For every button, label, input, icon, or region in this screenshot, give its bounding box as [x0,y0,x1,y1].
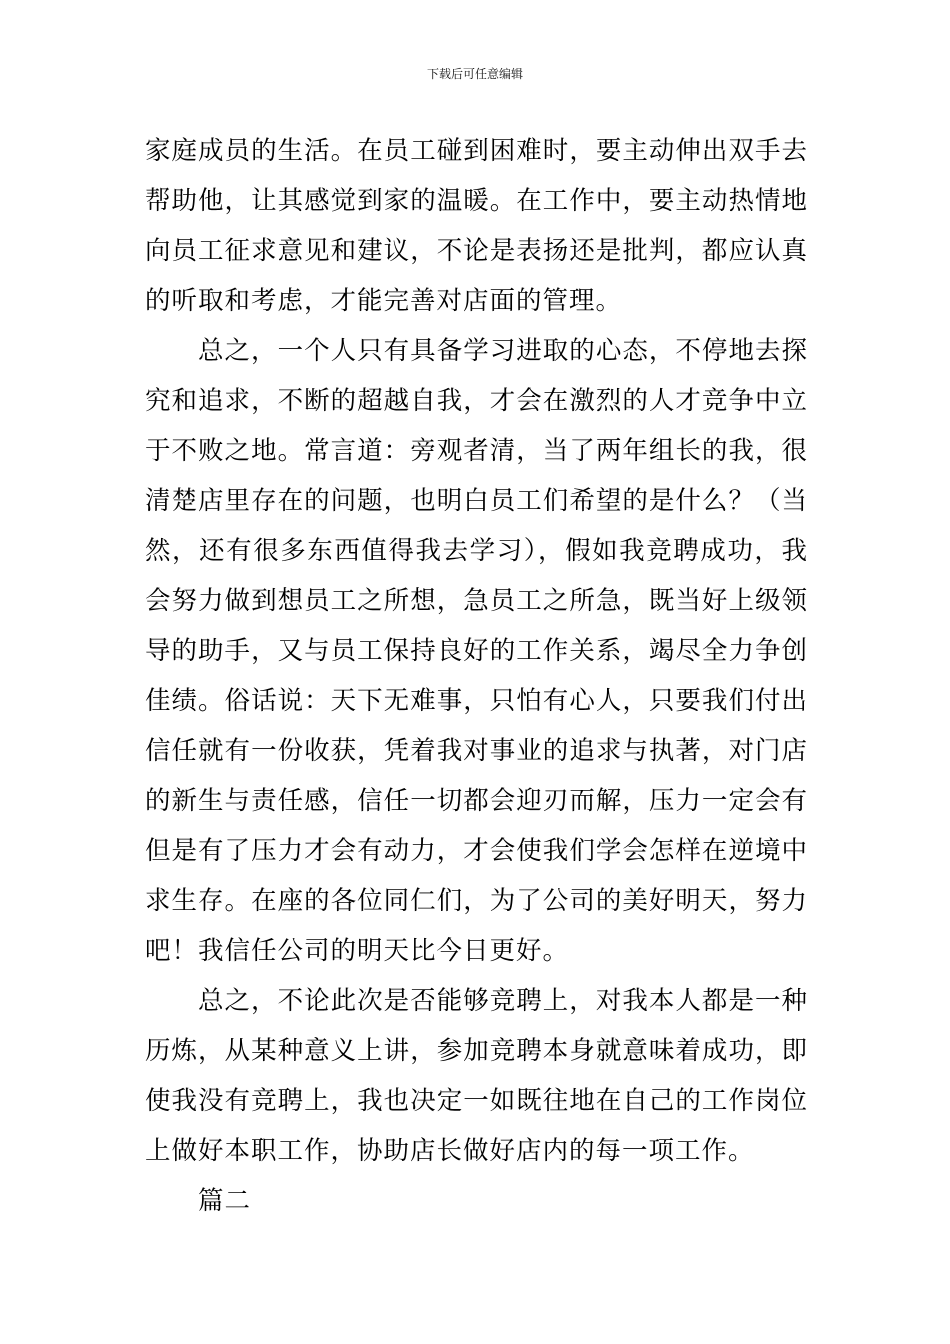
paragraph-conclusion-1: 总之，一个人只有具备学习进取的心态，不停地去探究和追求，不断的超越自我，才会在激烈的人才竞争中立于不败之地。常言道：旁观者清，当了两年组长的我，很清楚店里存在的问题，也明白员工们希望的是什么？（当然，还有很多东西值得我去学习），假如我竞聘成功，我会努力做到想员工之所想，急员工之所急，既当好上级领导的助手，又与员工保持良好的工作关系，竭尽全力争创佳绩。俗话说：天下无难事，只怕有心人，只要我们付出信任就有一份收获，凭着我对事业的追求与执著，对门店的新生与责任感，信任一切都会迎刃而解，压力一定会有但是有了压力才会有动力，才会使我们学会怎样在逆境中求生存。在座的各位同仁们，为了公司的美好明天，努力吧！我信任公司的明天比今日更好。 [145,336,808,966]
page-header: 下载后可任意编辑 [426,67,523,81]
paragraph-conclusion-2: 总之，不论此次是否能够竞聘上，对我本人都是一种历炼，从某种意义上讲，参加竞聘本身就意味着成功，即使我没有竞聘上，我也决定一如既往地在自己的工作岗位上做好本职工作，协助店长做好店内的每一项工作。 [145,986,808,1166]
paragraph-continuation: 家庭成员的生活。在员工碰到困难时，要主动伸出双手去帮助他，让其感觉到家的温暖。在工作中，要主动热情地向员工征求意见和建议，不论是表扬还是批判，都应认真的听取和考虑，才能完善对店面的管理。 [145,136,808,316]
document-body [145,126,808,1226]
section-heading: 篇二 [198,1186,252,1216]
